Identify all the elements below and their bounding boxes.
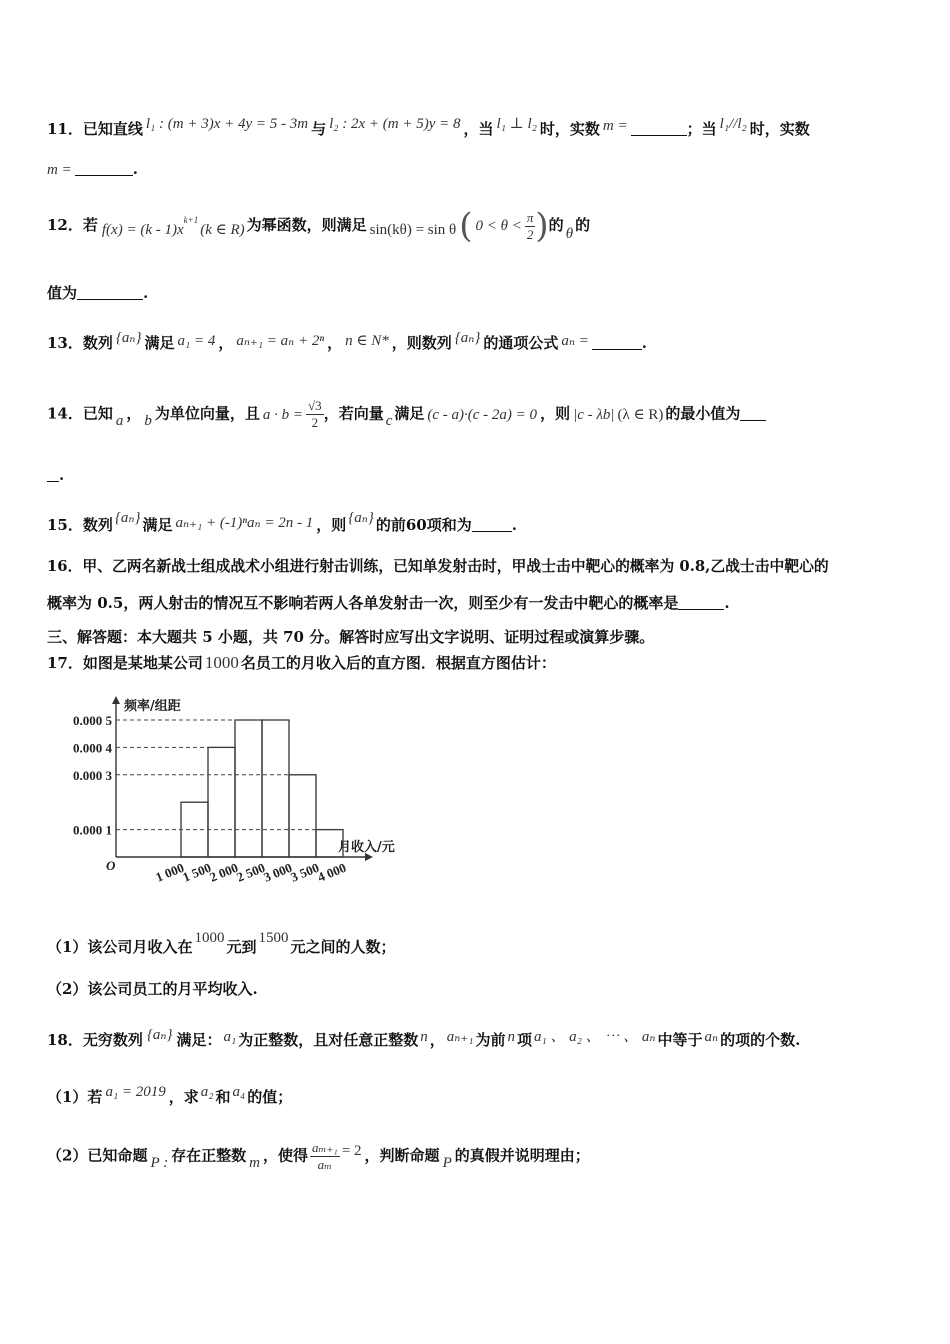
q14-abs: |c - λb| — [573, 406, 615, 423]
q13-t4: 的通项公式 — [483, 334, 559, 352]
q12-eq: sin(kθ) = sin θ — [369, 222, 457, 238]
q15-t2: 满足 — [142, 516, 173, 534]
question-12-line2 — [47, 282, 148, 303]
q14-eq: (c - a)·(c - 2a) = 0 — [427, 406, 538, 423]
q11-and: 与 — [311, 120, 327, 138]
q14-a: a — [115, 412, 124, 429]
question-12 — [47, 206, 590, 246]
q11-semi: ；当 — [686, 120, 717, 138]
q15-t1: 数列 — [82, 516, 113, 534]
question-13 — [47, 328, 647, 353]
q15-t3: ，则 — [316, 516, 347, 534]
q16-line1: 16．甲、乙两名新战士组成战术小组进行射击训练，已知单发射击时，甲战士击中靶心的概率为 0.8,乙战士击中靶心的 — [47, 558, 829, 575]
q15-t5: 项和为 — [426, 516, 472, 534]
q17-p1e: 元之间的人数； — [290, 938, 396, 956]
q18-fraction — [310, 1140, 340, 1173]
q18-an1: aₙ₊₁ — [446, 1029, 474, 1045]
q13-number: 13． — [47, 334, 83, 352]
q12-cond: (k ∈ R) — [200, 222, 245, 238]
q18-p2f: ，判断命题 — [364, 1146, 440, 1165]
q17-part2: （2）该公司员工的月平均收入. — [47, 980, 258, 998]
q12-right-paren: ) — [535, 206, 549, 246]
q14-t5: ，则 — [540, 404, 571, 423]
q13-an: aₙ = — [561, 333, 589, 349]
q18-eq2: = 2 — [341, 1142, 362, 1159]
q12-de: 的 — [548, 216, 564, 234]
q18-t2: 满足： — [176, 1031, 222, 1049]
q12-pi-over-2 — [525, 210, 536, 243]
q18-p1a: （1）若 — [47, 1088, 103, 1106]
y-axis-label: 频率/组距 — [124, 699, 181, 714]
section-3-heading: 三、解答题：本大题共 5 小题，共 70 分。解答时应写出文字说明、证明过程或演算步骤。 — [47, 628, 655, 646]
q11-perp: l₁ ⊥ l₂ — [496, 116, 537, 132]
y-tick-label: 0.000 5 — [73, 713, 112, 728]
q17-p1d: 1500 — [258, 930, 289, 946]
q18-seq: {aₙ} — [146, 1027, 173, 1043]
q14-b: b — [144, 412, 152, 429]
question-14 — [47, 398, 766, 431]
q12-number: 12． — [47, 216, 83, 234]
q14-t4: 满足 — [394, 404, 425, 423]
q13-nin: n ∈ N* — [345, 333, 389, 349]
q18-num: aₘ₊₁ — [311, 1140, 338, 1155]
q14-blank-1[interactable] — [740, 406, 766, 421]
q15-end: . — [511, 516, 517, 534]
q14-dot: a · b = — [262, 406, 304, 423]
y-tick-label: 0.000 4 — [73, 740, 112, 756]
histogram-bar — [208, 747, 235, 857]
q18-t1: 18．无穷数列 — [47, 1031, 143, 1049]
y-tick-label: 0.000 1 — [73, 822, 112, 838]
q12-end: . — [143, 284, 149, 302]
q13-t1: 数列 — [82, 334, 113, 352]
q18-n2: n — [507, 1029, 515, 1045]
histogram-bar — [289, 775, 316, 857]
q15-sixty: 60 — [405, 516, 427, 534]
q13-t3: ，则数列 — [391, 334, 452, 352]
q18-part2 — [47, 1140, 590, 1173]
q18-t6: 中等于 — [657, 1031, 703, 1049]
q14-lambda: (λ ∈ R) — [617, 406, 664, 423]
q11-number: 11． — [47, 120, 83, 138]
q18-p1f: a₄ — [232, 1084, 246, 1100]
q12-de2: 的 — [575, 216, 591, 234]
q14-two: 2 — [311, 415, 319, 430]
q18-comma: ， — [429, 1031, 445, 1049]
q17-t2: 名员工的月收入后的直方图．根据直方图估计： — [240, 654, 556, 672]
question-18 — [47, 1025, 800, 1050]
q12-intro: 若 — [82, 216, 98, 234]
q14-t2: 为单位向量，且 — [154, 404, 260, 423]
origin-label: O — [106, 858, 116, 873]
q17-p1a: （1）该公司月收入在 — [47, 938, 193, 956]
q14-blank-2[interactable] — [47, 467, 59, 482]
q14-t3: ，若向量 — [323, 404, 384, 423]
question-17 — [47, 652, 556, 673]
x-tick-label: 4 000 — [315, 859, 349, 885]
q18-p2g: P — [442, 1154, 452, 1171]
q18-an: aₙ — [704, 1029, 719, 1045]
question-11 — [47, 114, 810, 139]
q15-seq2: {aₙ} — [348, 510, 374, 526]
q15-eq: aₙ₊₁ + (-1)ⁿaₙ = 2n - 1 — [175, 515, 314, 531]
q11-end: . — [132, 160, 138, 178]
q18-p2d: m — [249, 1154, 260, 1171]
q17-t1: 17．如图是某地某公司 — [47, 654, 203, 672]
histogram-chart — [60, 690, 440, 900]
q17-p1b: 1000 — [194, 930, 225, 946]
q13-seq2: {aₙ} — [454, 330, 481, 346]
x-tick-label: 1 500 — [180, 859, 214, 885]
q13-comma1: ， — [218, 334, 234, 352]
q15-blank[interactable] — [472, 517, 512, 532]
y-tick-label: 0.000 3 — [73, 767, 112, 783]
q14-t1: 已知 — [82, 404, 113, 423]
q14-end: . — [59, 466, 65, 484]
q18-t3: 为正整数，且对任意正整数 — [238, 1031, 419, 1049]
q12-exp: k+1 — [183, 215, 199, 225]
q18-t7: 的项的个数. — [720, 1031, 801, 1049]
q18-p2e: ，使得 — [262, 1146, 308, 1165]
q11-blank-1[interactable] — [631, 121, 687, 136]
q14-sqrt3: √3 — [308, 398, 322, 413]
question-15 — [47, 508, 517, 535]
q11-shi1: 时，实数 — [539, 120, 600, 138]
q14-c: c — [385, 412, 393, 429]
q11-m-eq: m = — [602, 118, 628, 134]
q12-blank[interactable] — [77, 285, 143, 300]
q17-1000: 1000 — [204, 653, 239, 672]
q12-left-paren: ( — [459, 206, 473, 246]
q14-comma: ， — [126, 404, 142, 423]
q15-number: 15． — [47, 516, 83, 534]
q14-number: 14． — [47, 404, 83, 423]
q14-sqrt3-over-2 — [306, 398, 324, 431]
q14-t6: 的最小值为 — [665, 404, 741, 423]
q18-p1c: ，求 — [168, 1088, 199, 1106]
x-axis-label: 月收入/元 — [338, 840, 395, 855]
q13-a1: a₁ = 4 — [177, 333, 216, 349]
q12-text1: 为幂函数，则满足 — [246, 216, 367, 234]
q16-end: . — [724, 594, 730, 612]
x-tick-label: 1 000 — [153, 859, 187, 885]
question-14-line2 — [47, 466, 64, 484]
q11-m-eq2: m = — [47, 162, 72, 178]
x-tick-label: 3 500 — [288, 859, 322, 885]
q18-list: a₁ 、 a₂ 、 ⋯ 、 aₙ — [533, 1029, 656, 1045]
q12-value-label: 值为 — [47, 284, 78, 302]
q12-two: 2 — [526, 226, 534, 242]
q18-a1: a₁ — [223, 1029, 237, 1045]
q12-func: f(x) = (k - 1)x — [101, 222, 184, 238]
q18-p2h: 的真假并说明理由； — [454, 1146, 590, 1165]
q13-t2: 满足 — [144, 334, 175, 352]
q13-comma2: ， — [327, 334, 343, 352]
histogram-bar — [235, 720, 262, 857]
q17-p1c: 元到 — [226, 938, 257, 956]
q11-parallel: l₁//l₂ — [719, 116, 747, 132]
q11-intro: 已知直线 — [82, 120, 143, 138]
q18-p1g: 的值； — [247, 1088, 293, 1106]
q18-part1 — [47, 1084, 292, 1107]
histogram-bar — [262, 720, 289, 857]
q12-pi: π — [526, 209, 534, 225]
q12-theta: θ — [565, 226, 574, 242]
q11-blank-2[interactable] — [75, 161, 133, 176]
q16-line2: 概率为 0.5，两人射击的情况互不影响若两人各单发射击一次，则至少有一发击中靶心的概率是 — [47, 594, 679, 612]
question-16-line2 — [47, 592, 730, 613]
q15-seq: {aₙ} — [114, 510, 141, 526]
q11-line2: l₂ : 2x + (m + 5)y = 8 — [329, 116, 461, 132]
q13-rec: aₙ₊₁ = aₙ + 2ⁿ — [236, 333, 325, 349]
question-11-line2 — [47, 160, 138, 179]
q13-end: . — [641, 334, 648, 352]
q18-p2b: P : — [150, 1154, 169, 1171]
y-axis-arrow — [112, 696, 120, 704]
q15-t4: 的前 — [375, 516, 406, 534]
q18-t4: 为前 — [475, 1031, 506, 1049]
q11-shi2: 时，实数 — [749, 120, 810, 138]
q18-den: aₘ — [317, 1157, 333, 1172]
q18-p2c: 存在正整数 — [171, 1146, 247, 1165]
q11-when: ，当 — [463, 120, 494, 138]
q12-range: 0 < θ < — [475, 218, 522, 234]
q17-part1 — [47, 930, 395, 957]
q13-seq: {aₙ} — [115, 330, 142, 346]
q18-n: n — [420, 1029, 428, 1045]
q11-line1: l₁ : (m + 3)x + 4y = 5 - 3m — [145, 116, 309, 132]
x-tick-label: 3 000 — [261, 859, 295, 885]
q18-t5: 项 — [516, 1031, 532, 1049]
q16-blank[interactable] — [678, 595, 724, 610]
q18-p1d: a₂ — [200, 1084, 214, 1100]
x-tick-label: 2 500 — [234, 859, 268, 885]
x-tick-label: 2 000 — [207, 859, 241, 885]
q18-p1e: 和 — [215, 1088, 231, 1106]
q18-p1b: a₁ = 2019 — [105, 1084, 166, 1100]
q18-p2a: （2）已知命题 — [47, 1146, 148, 1165]
q13-blank[interactable] — [592, 335, 642, 350]
